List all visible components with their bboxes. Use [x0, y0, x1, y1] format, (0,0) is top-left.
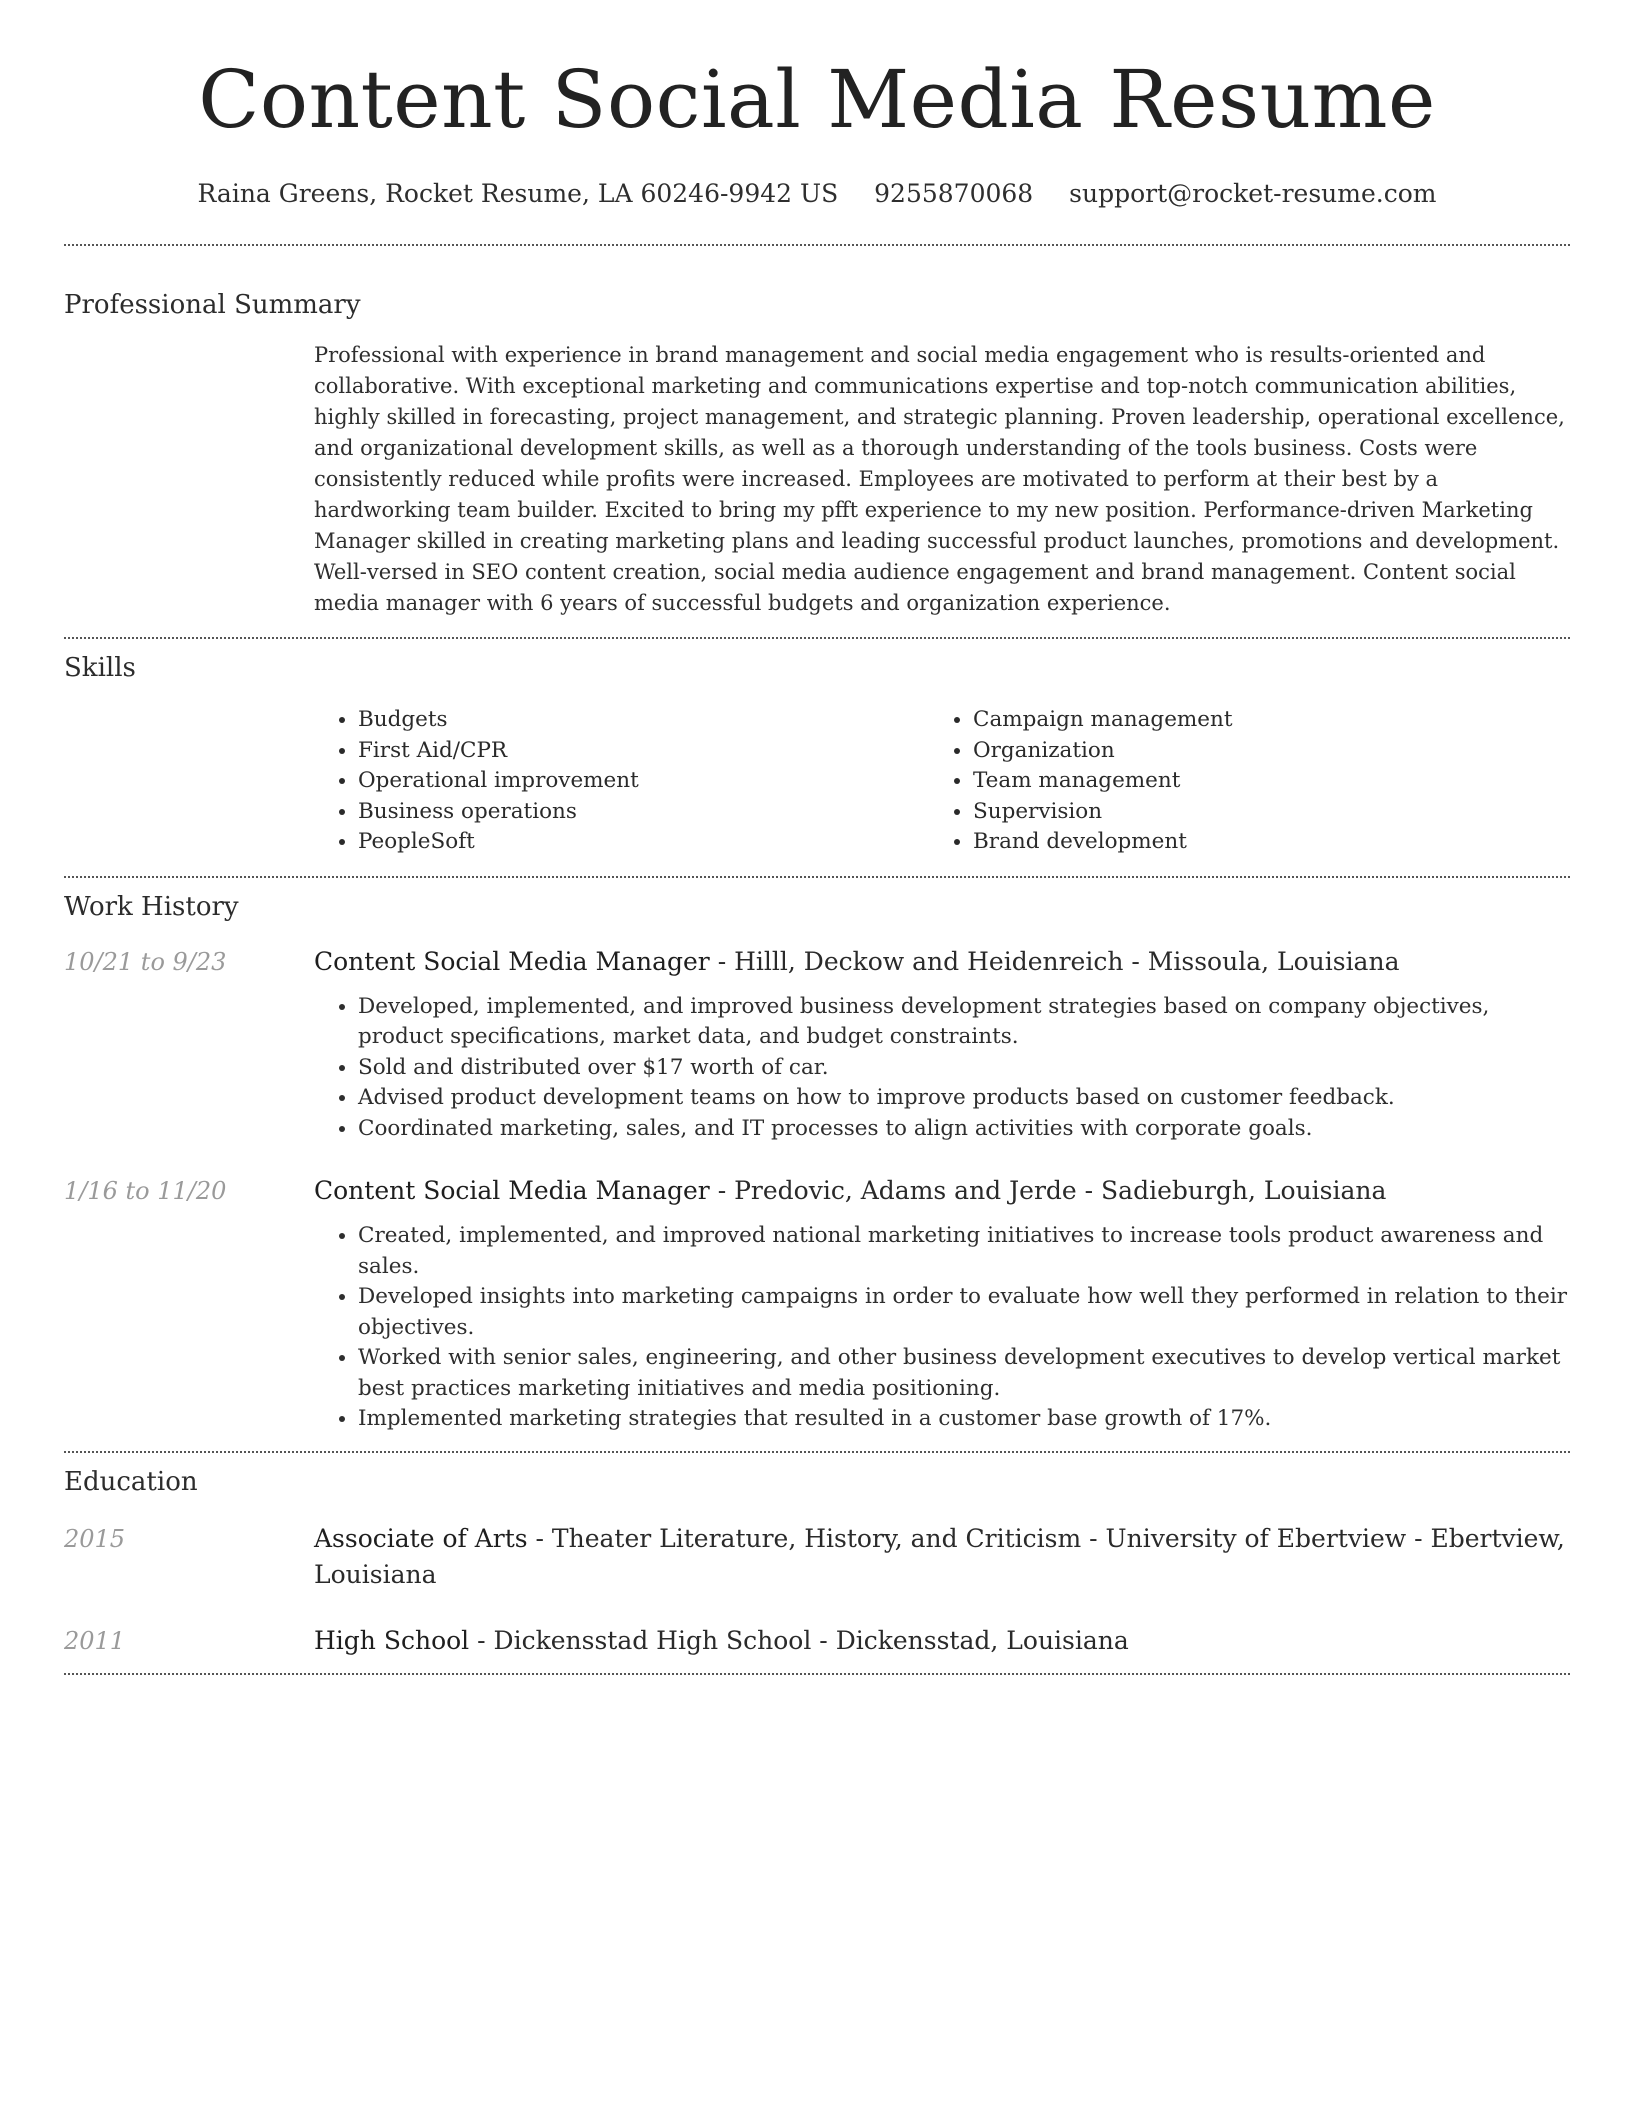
job-role: Content Social Media Manager: [314, 946, 710, 976]
contact-email: support@rocket-resume.com: [1069, 179, 1437, 208]
education-section: [64, 1465, 1570, 1659]
divider-skills: [64, 876, 1570, 878]
job-entry: [64, 1173, 1570, 1435]
contact-line: [64, 178, 1570, 210]
job-role: Content Social Media Manager: [314, 1176, 710, 1205]
skill-item: • Business operations: [358, 797, 929, 828]
job-bullet: • Implemented marketing strategies that resulted in a customer base growth of 17%.: [358, 1404, 1570, 1435]
education-entry: [64, 1623, 1570, 1659]
work-section: [64, 890, 1570, 1435]
contact-address: Raina Greens, Rocket Resume, LA 60246-9942 US: [197, 179, 839, 208]
job-bullet: • Advised product development teams on how to improve products based on customer feedback.: [358, 1083, 1570, 1114]
summary-section: [64, 288, 1570, 619]
job-dates: 1/16 to 11/20: [64, 1177, 227, 1205]
summary-heading: Professional Summary: [64, 290, 361, 320]
job-bullets: [314, 1221, 1570, 1435]
education-heading: Education: [64, 1466, 198, 1497]
education-heading-line: [314, 1521, 1570, 1593]
education-year: 2015: [64, 1524, 126, 1553]
job-heading: [314, 944, 1570, 980]
skill-item: • Campaign management: [973, 705, 1544, 736]
skill-item: • Operational improvement: [358, 766, 929, 797]
skill-item: • Organization: [973, 736, 1544, 767]
job-entry: [64, 944, 1570, 1145]
education-degree: High School: [314, 1625, 470, 1655]
skill-item: • Brand development: [973, 827, 1544, 858]
job-bullet: • Coordinated marketing, sales, and IT processes to align activities with corporate goals.: [358, 1114, 1570, 1145]
divider-bottom: [64, 1673, 1570, 1675]
job-bullet: • Created, implemented, and improved national marketing initiatives to increase tools product awareness and sales.: [358, 1221, 1570, 1282]
job-dates: 10/21 to 9/23: [64, 947, 227, 976]
divider-work: [64, 1451, 1570, 1453]
skill-item: • Budgets: [358, 705, 929, 736]
job-bullet: • Worked with senior sales, engineering, and other business development executives to develop vertical market best practices marketing initiatives and media positioning.: [358, 1343, 1570, 1404]
skills-list-left: [314, 705, 929, 858]
skills-list-right: [929, 705, 1544, 858]
skill-item: • First Aid/CPR: [358, 736, 929, 767]
job-bullets: [314, 992, 1570, 1145]
work-heading: Work History: [64, 891, 239, 922]
education-heading-line: [314, 1623, 1570, 1659]
job-company: - Predovic, Adams and Jerde - Sadieburgh, Louisiana: [709, 1176, 1387, 1205]
resume-title: Content Social Media Resume: [198, 53, 1436, 146]
job-bullet: • Developed insights into marketing campaigns in order to evaluate how well they performed in relation to their objectives.: [358, 1282, 1570, 1343]
job-company: - Hilll, Deckow and Heidenreich - Missoula, Louisiana: [709, 946, 1400, 976]
resume-page: [64, 0, 1570, 1675]
divider-summary: [64, 637, 1570, 639]
summary-text: Professional with experience in brand management and social media engagement who is results-oriented and collaborative. With exceptional marketing and communications expertise and top-notch communication abilities, highly skilled in forecasting, project management, and strategic planning. Proven leadership, operational excellence, and organizational development skills, as well as a thorough understanding of the tools business. Costs were consistently reduced while profits were increased. Employees are motivated to perform at their best by a hardworking team builder. Excited to bring my pfft experience to my new position. Performance-driven Marketing Manager skilled in creating marketing plans and leading successful product launches, promotions and development. Well-versed in SEO content creation, social media audience engagement and brand management. Content social media manager with 6 years of successful budgets and organization experience.: [314, 343, 1565, 615]
education-year: 2011: [64, 1626, 126, 1655]
contact-phone: 9255870068: [874, 179, 1034, 208]
skill-item: • Team management: [973, 766, 1544, 797]
job-bullet: • Sold and distributed over $17 worth of car.: [358, 1053, 1570, 1084]
skills-heading: Skills: [64, 653, 136, 683]
skill-item: • PeopleSoft: [358, 827, 929, 858]
education-school: - Dickensstad High School - Dickensstad, Louisiana: [469, 1625, 1129, 1655]
skill-item: • Supervision: [973, 797, 1544, 828]
education-degree: Associate of Arts: [314, 1523, 528, 1553]
divider-top: [64, 244, 1570, 246]
education-entry: [64, 1521, 1570, 1593]
job-heading: [314, 1173, 1570, 1209]
education-school: - Theater Literature, History, and Criticism - University of Ebertview - Ebertview, Louisiana: [314, 1523, 1565, 1589]
job-bullet: • Developed, implemented, and improved business development strategies based on company objectives, product specifications, market data, and budget constraints.: [358, 992, 1570, 1053]
skills-section: [64, 651, 1570, 858]
